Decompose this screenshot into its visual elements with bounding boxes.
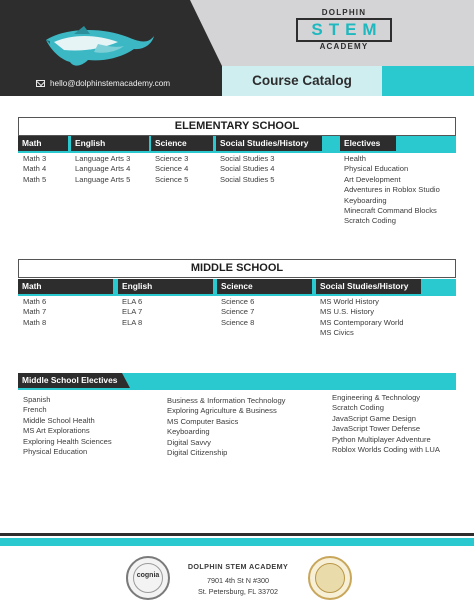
list-item: Science 3	[155, 154, 189, 163]
list-item: Science 7	[221, 307, 255, 317]
list-item: Language Arts 3	[75, 154, 131, 163]
list-item: JavaScript Tower Defense	[332, 424, 421, 434]
list-item: Python Multiplayer Adventure	[332, 434, 431, 444]
list-item: MS Contemporary World	[320, 317, 404, 327]
electives-list-col-1	[23, 395, 112, 457]
list-item: Math 7	[23, 307, 47, 317]
list-item: Social Studies 3	[220, 154, 275, 163]
elementary-col-header-english: English	[71, 136, 149, 151]
footer-address-line-2: St. Petersburg, FL 33702	[197, 587, 279, 596]
elementary-title: ELEMENTARY SCHOOL	[174, 120, 300, 132]
list-item: MS Civics	[320, 328, 354, 338]
list-item: Art Development	[344, 174, 401, 184]
middle-col-header-social-studies: Social Studies/History	[316, 279, 421, 294]
list-item: Science 6	[221, 297, 255, 306]
elementary-math-list	[23, 154, 46, 185]
list-item: Science 5	[155, 174, 189, 184]
footer-accent-band	[0, 538, 474, 546]
middle-math-list	[23, 297, 46, 328]
list-item: Business & Information Technology	[167, 396, 286, 405]
seal-inner-ring	[315, 563, 345, 593]
list-item: Language Arts 5	[75, 174, 131, 184]
middle-social-studies-list	[320, 297, 403, 339]
list-item: Minecraft Command Blocks	[344, 206, 437, 216]
list-item: Physical Education	[23, 447, 88, 457]
list-item: Engineering & Technology	[332, 393, 421, 402]
list-item: Keyboarding	[167, 427, 210, 437]
elementary-col-header-electives: Electives	[340, 136, 396, 151]
list-item: JavaScript Game Design	[332, 413, 416, 423]
footer-divider	[0, 533, 474, 536]
catalog-title: Course Catalog	[252, 73, 352, 88]
email-contact[interactable]	[36, 76, 170, 90]
footer-contact	[180, 561, 296, 597]
list-item: MS U.S. History	[320, 307, 375, 317]
list-item: Math 5	[23, 174, 47, 184]
list-item: Math 4	[23, 164, 47, 174]
accreditation-seal-icon	[126, 556, 170, 600]
elementary-science-list	[155, 154, 188, 185]
electives-title: Middle School Electives	[22, 375, 118, 385]
list-item: French	[23, 405, 47, 415]
list-item: Social Studies 4	[220, 164, 275, 174]
elementary-col-header-math: Math	[18, 136, 68, 151]
logo-top-text: DOLPHIN	[321, 8, 367, 17]
elementary-social-studies-list	[220, 154, 274, 185]
list-item: Exploring Health Sciences	[23, 436, 112, 446]
logo-stem-text: STEM	[311, 20, 383, 39]
elementary-english-list	[75, 154, 130, 185]
dolphin-icon	[44, 22, 156, 68]
middle-science-list	[221, 297, 254, 328]
middle-col-header-math: Math	[18, 279, 113, 294]
logo-bottom-text: ACADEMY	[319, 42, 369, 51]
logo-stem-box	[296, 18, 392, 42]
seal-cognia-text: cognia	[136, 572, 160, 579]
list-item: Science 4	[155, 164, 189, 174]
list-item: MS Art Explorations	[23, 426, 90, 436]
middle-english-list	[122, 297, 142, 328]
state-seal-icon	[308, 556, 352, 600]
middle-title: MIDDLE SCHOOL	[190, 262, 284, 274]
footer-address-line-1: 7901 4th St N #300	[207, 576, 269, 585]
list-item: Math 8	[23, 317, 47, 327]
email-text[interactable]: hello@dolphinstemacademy.com	[50, 78, 171, 88]
elementary-electives-list	[344, 154, 440, 227]
middle-col-header-science: Science	[217, 279, 312, 294]
list-item: Roblox Worlds Coding with LUA	[332, 445, 440, 455]
middle-title-box	[18, 259, 456, 278]
list-item: ELA 6	[122, 297, 143, 306]
list-item: Science 8	[221, 317, 255, 327]
list-item: Adventures in Roblox Studio	[344, 185, 440, 195]
list-item: Social Studies 5	[220, 174, 275, 184]
list-item: ELA 8	[122, 317, 143, 327]
list-item: MS World History	[320, 297, 379, 306]
list-item: Language Arts 4	[75, 164, 131, 174]
electives-list-col-3	[332, 393, 440, 455]
elementary-title-box	[18, 117, 456, 136]
electives-list-col-2	[167, 396, 285, 458]
elementary-col-header-social-studies: Social Studies/History	[216, 136, 322, 151]
list-item: Exploring Agriculture & Business	[167, 406, 277, 416]
list-item: Math 3	[23, 154, 47, 163]
academy-logo	[295, 8, 393, 60]
elementary-col-header-science: Science	[151, 136, 213, 151]
list-item: ELA 7	[122, 307, 143, 317]
list-item: Scratch Coding	[344, 216, 396, 226]
envelope-icon	[36, 80, 45, 87]
list-item: Math 6	[23, 297, 47, 306]
list-item: Digital Citizenship	[167, 448, 228, 458]
footer-academy-name: DOLPHIN STEM ACADEMY	[187, 562, 289, 571]
list-item: Digital Savvy	[167, 437, 211, 447]
list-item: Middle School Health	[23, 415, 95, 425]
list-item: Scratch Coding	[332, 403, 384, 413]
middle-col-header-english: English	[118, 279, 213, 294]
list-item: Health	[344, 154, 366, 163]
list-item: Keyboarding	[344, 195, 387, 205]
list-item: MS Computer Basics	[167, 416, 239, 426]
list-item: Spanish	[23, 395, 51, 404]
list-item: Physical Education	[344, 164, 409, 174]
